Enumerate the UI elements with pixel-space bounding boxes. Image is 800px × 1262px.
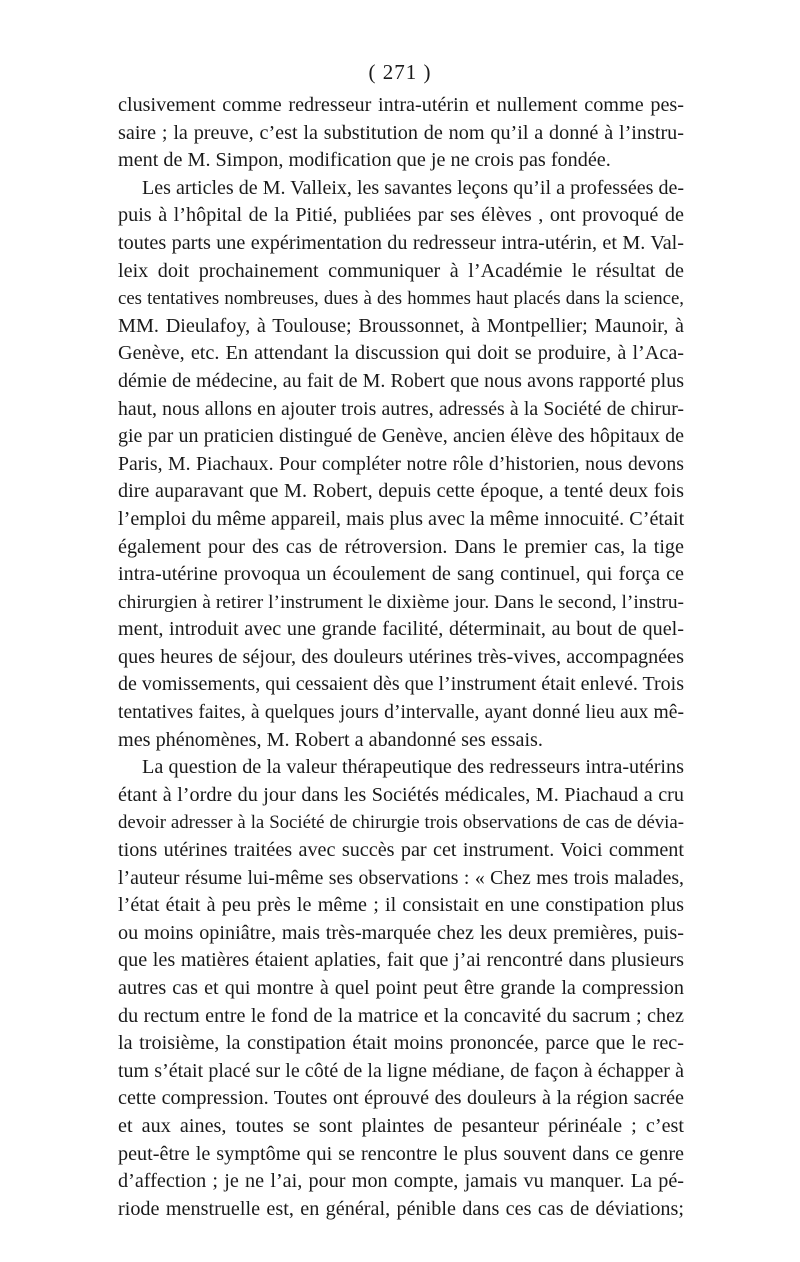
paragraph [118,92,684,175]
text-line: du rectum entre le fond de la matrice et la concavité du sacrum ; chez [118,1004,684,1027]
text-line: peut-être le symptôme qui se rencontre le plus souvent dans ce genre [118,1142,684,1165]
text-line: dire auparavant que M. Robert, depuis cette époque, a tenté deux fois [118,480,684,503]
text-line: et aux aines, toutes se sont plaintes de pesanteur périnéale ; c’est [118,1114,684,1137]
paragraph [118,175,684,754]
page-number: ( 271 ) [368,60,432,84]
text-line: autres cas et qui montre à quel point peut être grande la compression [118,977,684,999]
paragraph [118,754,684,1223]
text-line: mes phénomènes, M. Robert a abandonné ses essais. [118,728,543,751]
text-line: de vomissements, qui cessaient dès que l’instrument était enlevé. Trois [118,673,685,696]
text-line: leix doit prochainement communiquer à l’Académie le résultat de [118,259,684,282]
text-line: étant à l’ordre du jour dans les Sociétés médicales, M. Piachaud a cru [118,783,684,806]
text-line: Paris, M. Piachaux. Pour compléter notre rôle d’historien, nous devons [118,452,684,475]
text-line: la troisième, la constipation était moins prononcée, parce que le rec- [118,1032,684,1055]
text-line: Genève, etc. En attendant la discussion qui doit se produire, à l’Aca- [118,342,684,365]
text-line: l’état était à peu près le même ; il consistait en une constipation plus [118,894,684,917]
text-line: cette compression. Toutes ont éprouvé des douleurs à la région sacrée [118,1087,684,1110]
text-line: tions utérines traitées avec succès par cet instrument. Voici comment [118,839,684,862]
text-line: d’affection ; je ne l’ai, pour mon compte, jamais vu manquer. La pé- [118,1170,684,1193]
text-line: intra-utérine provoqua un écoulement de sang continuel, qui força ce [118,563,684,586]
text-line: l’emploi du même appareil, mais plus avec la même innocuité. C’était [118,507,685,530]
text-line: ces tentatives nombreuses, dues à des hommes haut placés dans la science, [118,288,684,310]
text-line: ment de M. Simpon, modification que je ne crois pas fondée. [118,149,611,172]
text-line: que les matières étaient aplaties, fait que j’ai rencontré dans plusieurs [118,949,684,972]
text-line: ques heures de séjour, des douleurs utérines très-vives, accompagnées [118,645,684,668]
text-line: puis à l’hôpital de la Pitié, publiées par ses élèves , ont provoqué de [118,204,684,227]
text-line: toutes parts une expérimentation du redresseur intra-utérin, et M. Val- [118,231,684,254]
body-text [118,92,684,1223]
text-line: MM. Dieulafoy, à Toulouse; Broussonnet, à Montpellier; Maunoir, à [118,314,684,337]
text-line: clusivement comme redresseur intra-utérin et nullement comme pes- [118,94,684,116]
text-line: Les articles de M. Valleix, les savantes leçons qu’il a professées de- [142,176,684,199]
text-line: haut, nous allons en ajouter trois autres, adressés à la Société de chirur- [118,397,684,420]
text-line: ou moins opiniâtre, mais très-marquée chez les deux premières, puis- [118,921,684,944]
text-line: l’auteur résume lui-même ses observations : « Chez mes trois malades, [118,866,684,889]
text-line: devoir adresser à la Société de chirurgie trois observations de cas de dévia- [118,812,684,834]
text-line: ment, introduit avec une grande facilité, déterminait, au bout de quel- [118,618,684,641]
text-line: saire ; la preuve, c’est la substitution de nom qu’il a donné à l’instru- [118,121,684,144]
text-line: tentatives faites, à quelques jours d’intervalle, ayant donné lieu aux mê- [118,702,684,724]
text-line: La question de la valeur thérapeutique des redresseurs intra-utérins [142,756,684,779]
text-line: démie de médecine, au fait de M. Robert que nous avons rapporté plus [118,369,684,392]
text-line: également pour des cas de rétroversion. Dans le premier cas, la tige [118,535,684,558]
text-line: tum s’était placé sur le côté de la ligne médiane, de façon à échapper à [118,1059,684,1082]
text-line: riode menstruelle est, en général, pénible dans ces cas de déviations; [118,1197,684,1220]
text-line: gie par un praticien distingué de Genève, ancien élève des hôpitaux de [118,425,684,448]
text-line: chirurgien à retirer l’instrument le dixième jour. Dans le second, l’instru- [118,591,684,613]
